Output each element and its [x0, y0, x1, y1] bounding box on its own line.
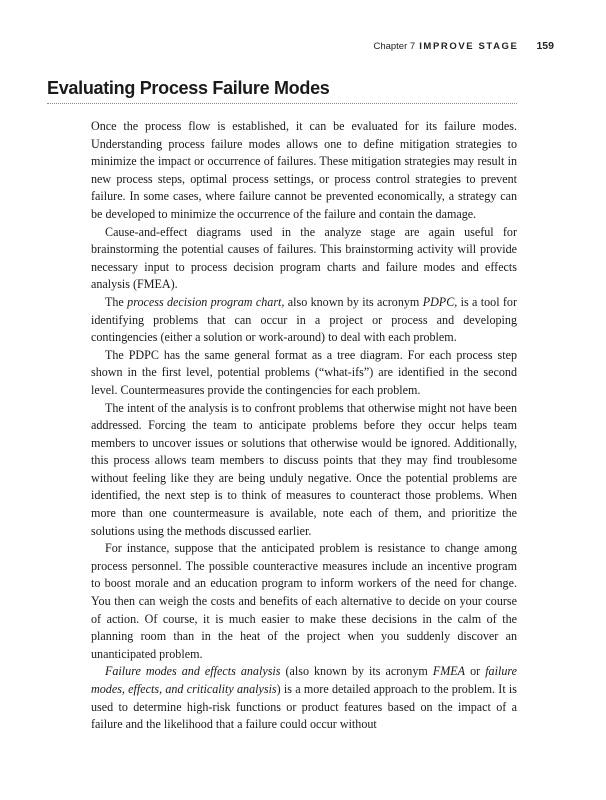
chapter-title: IMPROVE STAGE: [419, 41, 519, 52]
page-number: 159: [536, 40, 554, 52]
paragraph-5: The intent of the analysis is to confront problems that otherwise might not have been addressed. Forcing the team to anticipate problems before they occur helps team members to uncover issues or solutions that otherwise would be ignored. Additionally, this process allows team members to discuss points that they may find troublesome without feeling like they are being unduly negative. Once the potential problems are identified, the next step is to think of measures to counteract those problems. When more than one countermeasure is available, note each of them, and prioritize the solutions using the methods discussed earlier.: [91, 400, 517, 538]
p7-mid: (also known by its acronym: [280, 664, 433, 679]
paragraph-1: Once the process flow is established, it can be evaluated for its failure modes. Understanding process failure modes allows one to define mitigation strategies to minimize the impact or occurrence of failures. These mitigation strategies may result in new process steps, optimal process settings, or process control strategies to prevent failure. In some cases, where failure cannot be prevented economically, a strategy can be developed to minimize the occurrence of the failure and contain the damage.: [91, 119, 517, 221]
running-header: [373, 40, 554, 52]
p7-or: or: [465, 664, 486, 679]
p3-acronym: PDPC: [422, 294, 455, 309]
p3-mid: , also known by its acronym: [281, 294, 423, 309]
p7-rest: ) is a more detailed approach to the problem. It is used to determine high-risk functions or product features based on the impact of a failure and the likelihood that a failure could occur without: [91, 682, 517, 732]
p3-term: process decision program chart: [127, 294, 282, 309]
section-title: Evaluating Process Failure Modes: [47, 78, 330, 98]
paragraph-4: The PDPC has the same general format as a tree diagram. For each process step shown in the first level, potential problems (“what-ifs”) are identified in the second level. Countermeasures provide the contingencies for each problem.: [91, 347, 517, 397]
title-divider: [47, 103, 517, 104]
paragraph-6: For instance, suppose that the anticipated problem is resistance to change among process personnel. The possible counteractive measures include an incentive program to boost morale and an education program to inform workers of the need for change. You then can weigh the costs and benefits of each alternative to decide on your course of action. Of course, it is much easier to make these decisions in the calm of the planning room than in the heat of the project when you suddenly discover an unanticipated problem.: [91, 541, 517, 661]
chapter-label: Chapter 7: [373, 41, 416, 52]
body-text: [91, 118, 517, 734]
p3-rest: , is a tool for identifying problems that can occur in a project or process and developing contingencies (either a solution or work-around) to deal with each problem.: [91, 294, 517, 345]
p3-lead: The: [105, 294, 128, 309]
p7-alt-term: failure modes, effects, and criticality analysis: [91, 664, 517, 696]
paragraph-7: [91, 663, 517, 733]
p7-acronym: FMEA: [432, 664, 466, 679]
paragraph-3: [91, 294, 517, 347]
paragraph-2: Cause-and-effect diagrams used in the analyze stage are again useful for brainstorming the potential causes of failures. This brainstorming activity will provide necessary input to process decision program charts and failure modes and effects analysis (FMEA).: [91, 224, 517, 292]
p7-term: Failure modes and effects analysis: [105, 664, 281, 679]
